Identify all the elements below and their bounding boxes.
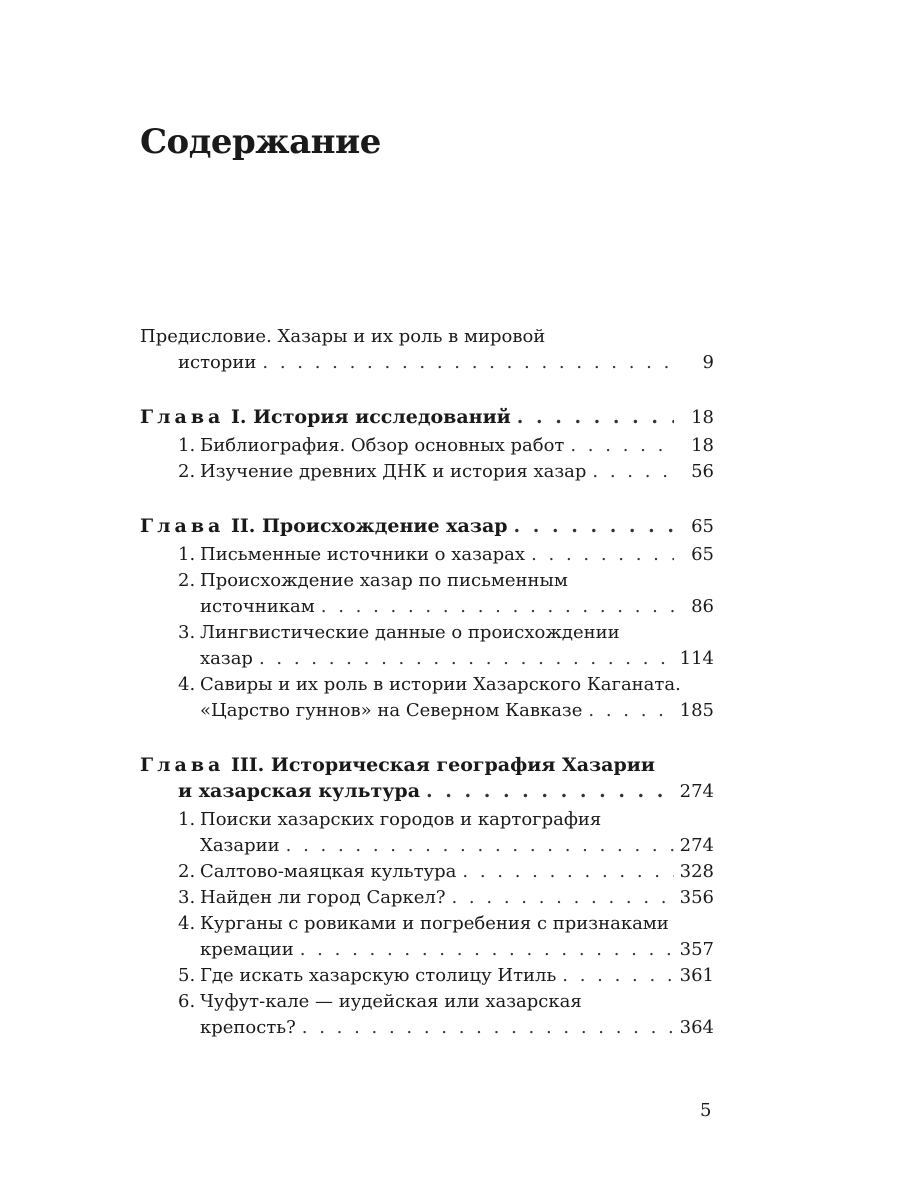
page-title: Содержание bbox=[140, 122, 381, 162]
section-title: Происхождение хазар по письменным bbox=[200, 570, 568, 591]
page-ref: 86 bbox=[691, 596, 714, 617]
chapter-heading bbox=[140, 404, 511, 430]
dot-leader bbox=[562, 963, 673, 989]
chapter-1-sections bbox=[140, 433, 714, 485]
chapter-word: Глава bbox=[140, 406, 225, 428]
dot-leader bbox=[451, 885, 673, 911]
toc-chapter-2[interactable] bbox=[140, 513, 714, 539]
page-ref: 65 bbox=[691, 544, 714, 565]
dot-leader bbox=[570, 433, 674, 459]
section-number: 2. bbox=[178, 570, 196, 591]
chapter-2-sections bbox=[140, 542, 714, 724]
page-ref: 361 bbox=[679, 965, 714, 986]
section-title: Изучение древних ДНК и история хазар bbox=[200, 461, 587, 482]
section-number: 1. bbox=[178, 544, 196, 565]
section-number: 4. bbox=[178, 674, 196, 695]
chapter-number: III. bbox=[230, 754, 265, 776]
toc-section[interactable] bbox=[140, 620, 714, 672]
dot-leader bbox=[321, 594, 674, 620]
chapter-title-cont: и хазарская культура bbox=[178, 780, 421, 802]
dot-leader bbox=[588, 698, 673, 724]
dot-leader bbox=[302, 1015, 674, 1041]
section-title: Курганы с ровиками и погребения с признаками bbox=[200, 913, 669, 934]
section-title-cont: хазар bbox=[200, 648, 253, 669]
section-title-cont: «Царство гуннов» на Северном Кавказе bbox=[200, 700, 583, 721]
section-number: 3. bbox=[178, 622, 196, 643]
section-title-cont: кремации bbox=[200, 939, 294, 960]
section-number: 2. bbox=[178, 861, 196, 882]
chapter-word: Глава bbox=[140, 754, 225, 776]
dot-leader bbox=[462, 859, 673, 885]
toc-section[interactable] bbox=[140, 459, 714, 485]
section-title: Письменные источники о хазарах bbox=[200, 544, 526, 565]
section-title: Савиры и их роль в истории Хазарского Каганата. bbox=[200, 674, 681, 695]
toc-section[interactable] bbox=[140, 807, 714, 859]
toc-section[interactable] bbox=[140, 911, 714, 963]
chapter-3-sections bbox=[140, 807, 714, 1041]
dot-leader bbox=[426, 778, 674, 804]
toc-entry-text: истории bbox=[178, 352, 257, 373]
dot-leader bbox=[531, 542, 674, 568]
toc-entry-preface[interactable] bbox=[140, 324, 714, 376]
page-ref: 274 bbox=[679, 781, 714, 802]
toc-section[interactable] bbox=[140, 672, 714, 724]
toc-section[interactable] bbox=[140, 859, 714, 885]
dot-leader bbox=[514, 513, 674, 539]
section-title: Салтово-маяцкая культура bbox=[200, 861, 457, 882]
chapter-heading bbox=[140, 513, 508, 539]
page-ref: 114 bbox=[679, 648, 714, 669]
chapter-word: Глава bbox=[140, 515, 225, 537]
section-title-cont: источникам bbox=[200, 596, 315, 617]
section-title: Найден ли город Саркел? bbox=[200, 887, 446, 908]
table-of-contents bbox=[140, 324, 714, 1041]
section-number: 6. bbox=[178, 991, 196, 1012]
page-number: 5 bbox=[700, 1100, 712, 1121]
toc-section[interactable] bbox=[140, 433, 714, 459]
page-ref: 65 bbox=[691, 516, 714, 537]
toc-section[interactable] bbox=[140, 989, 714, 1041]
dot-leader bbox=[300, 937, 674, 963]
page-ref: 328 bbox=[679, 861, 714, 882]
toc-chapter-1[interactable] bbox=[140, 404, 714, 430]
section-title: Поиски хазарских городов и картография bbox=[200, 809, 602, 830]
page-ref: 18 bbox=[691, 407, 714, 428]
section-number: 5. bbox=[178, 965, 196, 986]
section-title: Лингвистические данные о происхождении bbox=[200, 622, 620, 643]
dot-leader bbox=[286, 833, 674, 859]
page-ref: 357 bbox=[679, 939, 714, 960]
dot-leader bbox=[592, 459, 674, 485]
chapter-title: Происхождение хазар bbox=[261, 515, 508, 537]
chapter-heading bbox=[140, 752, 655, 778]
chapter-title: Историческая география Хазарии bbox=[270, 754, 655, 776]
page-ref: 356 bbox=[679, 887, 714, 908]
dot-leader bbox=[517, 404, 674, 430]
section-title-cont: Хазарии bbox=[200, 835, 280, 856]
chapter-title: История исследований bbox=[253, 406, 511, 428]
toc-section[interactable] bbox=[140, 542, 714, 568]
page-ref: 185 bbox=[679, 700, 714, 721]
toc-section[interactable] bbox=[140, 885, 714, 911]
section-title: Библиография. Обзор основных работ bbox=[200, 435, 565, 456]
section-title: Чуфут-кале — иудейская или хазарская bbox=[200, 991, 582, 1012]
dot-leader bbox=[262, 350, 674, 376]
dot-leader bbox=[259, 646, 674, 672]
section-number: 2. bbox=[178, 461, 196, 482]
section-number: 1. bbox=[178, 809, 196, 830]
page-ref: 9 bbox=[702, 352, 714, 373]
section-number: 4. bbox=[178, 913, 196, 934]
chapter-number: II. bbox=[230, 515, 256, 537]
toc-entry-text: Предисловие. Хазары и их роль в мировой bbox=[140, 326, 546, 347]
page-ref: 18 bbox=[691, 435, 714, 456]
page-ref: 56 bbox=[691, 461, 714, 482]
toc-section[interactable] bbox=[140, 963, 714, 989]
page-ref: 364 bbox=[679, 1017, 714, 1038]
section-title: Где искать хазарскую столицу Итиль bbox=[200, 965, 557, 986]
chapter-number: I. bbox=[230, 406, 247, 428]
toc-chapter-3[interactable] bbox=[140, 752, 714, 804]
section-number: 3. bbox=[178, 887, 196, 908]
toc-section[interactable] bbox=[140, 568, 714, 620]
section-number: 1. bbox=[178, 435, 196, 456]
section-title-cont: крепость? bbox=[200, 1017, 296, 1038]
page-ref: 274 bbox=[679, 835, 714, 856]
